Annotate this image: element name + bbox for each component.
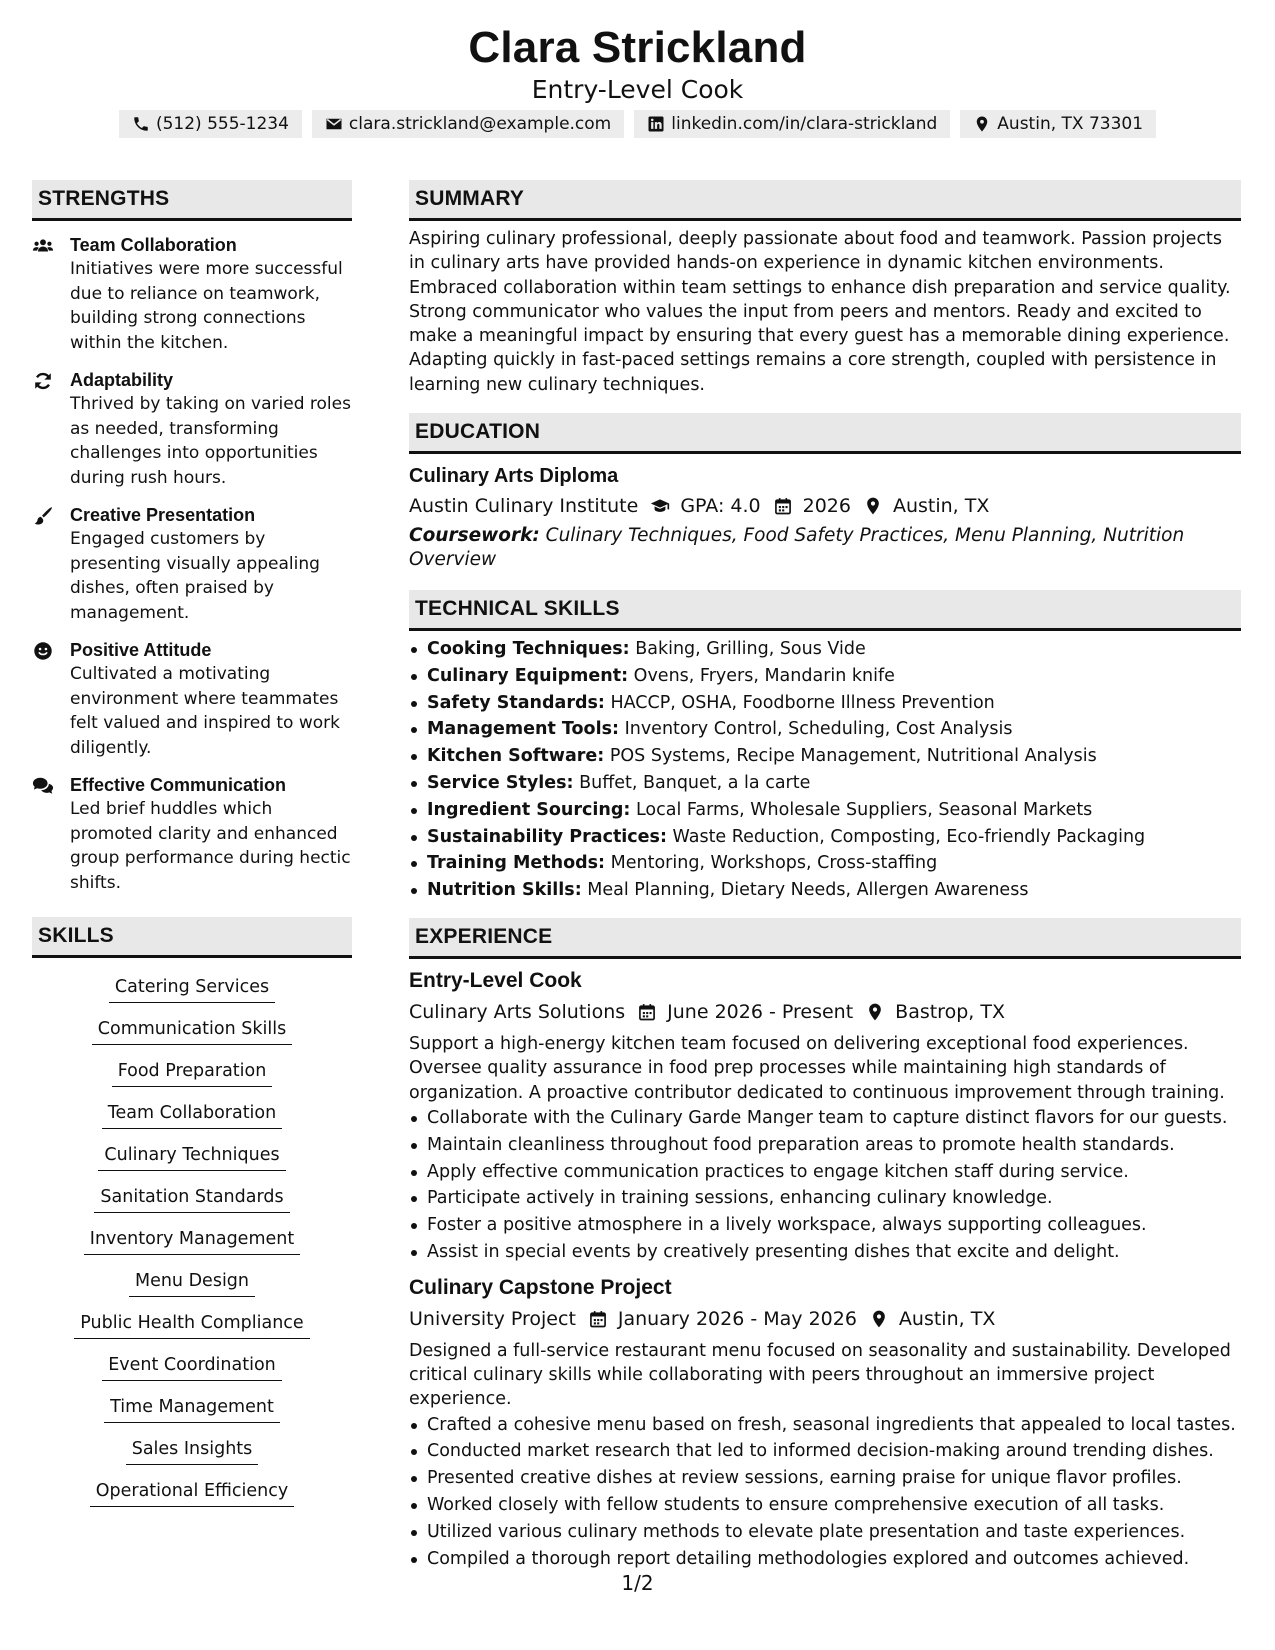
candidate-name: Clara Strickland — [468, 23, 807, 72]
job-meta — [409, 1305, 1241, 1333]
sync-icon — [32, 370, 54, 392]
summary-heading: SUMMARY — [409, 180, 1241, 221]
tech-skill-label: Training Methods: — [427, 853, 606, 874]
technical-skills-list — [409, 636, 1241, 904]
map-marker-icon — [973, 115, 991, 133]
skill-tag: Communication Skills — [92, 1018, 292, 1045]
tech-skill-label: Sustainability Practices: — [427, 826, 667, 847]
tech-skill-label: Service Styles: — [427, 773, 574, 794]
skills-heading: SKILLS — [32, 917, 352, 958]
strengths-list — [32, 233, 352, 895]
strength-desc: Engaged customers by presenting visually appealing dishes, often praised by management. — [70, 529, 320, 623]
strength-title: Creative Presentation — [70, 505, 256, 525]
strengths-heading: STRENGTHS — [32, 180, 352, 221]
job-location: Austin, TX — [898, 1307, 996, 1330]
map-marker-icon — [869, 1309, 889, 1329]
tech-skill-value: Mentoring, Workshops, Cross-staffing — [610, 853, 938, 874]
resume-header — [0, 22, 1275, 138]
skill-tag: Operational Efficiency — [90, 1480, 295, 1507]
degree-title: Culinary Arts Diploma — [409, 465, 619, 488]
envelope-icon — [325, 115, 343, 133]
strength-desc: Led brief huddles which promoted clarity and enhanced group performance during hectic shifts. — [70, 799, 351, 893]
strength-item — [32, 638, 352, 760]
linkedin-text: linkedin.com/in/clara-strickland — [671, 114, 938, 134]
education-meta — [409, 492, 1241, 520]
company-name: Culinary Arts Solutions — [409, 1001, 626, 1024]
school-name: Austin Culinary Institute — [409, 495, 639, 518]
tech-skill-label: Culinary Equipment: — [427, 665, 629, 686]
tech-skill-item — [409, 663, 1241, 690]
school-location: Austin, TX — [892, 495, 990, 518]
job-location: Bastrop, TX — [895, 1001, 1005, 1024]
paintbrush-icon — [32, 505, 54, 527]
job-title: Culinary Capstone Project — [409, 1275, 672, 1299]
skill-tag: Menu Design — [129, 1270, 255, 1297]
tech-skill-value: Ovens, Fryers, Mandarin knife — [633, 665, 895, 686]
graduation-cap-icon — [650, 496, 670, 516]
left-column — [32, 180, 352, 1507]
calendar-icon — [588, 1309, 608, 1329]
tech-skill-value: Inventory Control, Scheduling, Cost Analysis — [624, 719, 1013, 740]
tech-skill-item — [409, 850, 1241, 877]
strength-title: Effective Communication — [70, 775, 287, 795]
map-marker-icon — [865, 1002, 885, 1022]
strength-title: Team Collaboration — [70, 235, 237, 255]
job-dates: June 2026 - Present — [667, 1001, 854, 1024]
contact-bar — [0, 110, 1275, 138]
map-marker-icon — [863, 496, 883, 516]
email-text: clara.strickland@example.com — [348, 114, 612, 134]
phone-text: (512) 555-1234 — [155, 114, 289, 134]
tech-skill-value: Meal Planning, Dietary Needs, Allergen Awareness — [587, 880, 1029, 901]
linkedin-icon — [647, 115, 665, 133]
contact-phone[interactable] — [119, 110, 302, 138]
job-description: Designed a full-service restaurant menu focused on seasonality and sustainability. Developed critical culinary skills while collaborating with peers throughout an immersive project experience. — [409, 1340, 1231, 1410]
strength-item — [32, 503, 352, 625]
job-bullet: Collaborate with the Culinary Garde Manger team to capture distinct flavors for our guests. — [409, 1105, 1241, 1132]
job-entry — [409, 967, 1241, 1266]
tech-skill-label: Management Tools: — [427, 719, 619, 740]
tech-skill-value: Local Farms, Wholesale Suppliers, Seasonal Markets — [635, 799, 1093, 820]
skill-tag: Catering Services — [109, 976, 275, 1003]
users-icon — [32, 235, 54, 257]
tech-skill-value: HACCP, OSHA, Foodborne Illness Prevention — [610, 692, 995, 713]
skill-tag: Sales Insights — [126, 1438, 259, 1465]
job-entry — [409, 1274, 1241, 1573]
candidate-title: Entry-Level Cook — [531, 75, 744, 104]
job-bullet: Participate actively in training sessions, enhancing culinary knowledge. — [409, 1185, 1241, 1212]
skill-tag: Team Collaboration — [102, 1102, 282, 1129]
comments-icon — [32, 775, 54, 797]
job-bullet: Maintain cleanliness throughout food preparation areas to promote health standards. — [409, 1132, 1241, 1159]
location-text: Austin, TX 73301 — [997, 114, 1144, 134]
strength-item — [32, 233, 352, 355]
job-bullet: Conducted market research that led to informed decision-making around trending dishes. — [409, 1438, 1241, 1465]
tech-skill-label: Safety Standards: — [427, 692, 605, 713]
tech-skill-value: POS Systems, Recipe Management, Nutritional Analysis — [609, 746, 1097, 767]
skill-tag: Event Coordination — [102, 1354, 282, 1381]
tech-skill-value: Buffet, Banquet, a la carte — [579, 773, 811, 794]
calendar-icon — [637, 1002, 657, 1022]
tech-skill-item — [409, 716, 1241, 743]
education-heading: EDUCATION — [409, 413, 1241, 454]
tech-skill-item — [409, 797, 1241, 824]
job-bullet: Assist in special events by creatively presenting dishes that excite and delight. — [409, 1239, 1241, 1266]
skill-tag: Public Health Compliance — [74, 1312, 309, 1339]
skill-tag: Food Preparation — [112, 1060, 273, 1087]
tech-skill-item — [409, 636, 1241, 663]
skills-list — [32, 976, 352, 1507]
technical-skills-heading: TECHNICAL SKILLS — [409, 590, 1241, 631]
contact-linkedin[interactable] — [634, 110, 950, 138]
job-bullet: Worked closely with fellow students to ensure comprehensive execution of all tasks. — [409, 1492, 1241, 1519]
job-bullet: Compiled a thorough report detailing methodologies explored and outcomes achieved. — [409, 1546, 1241, 1573]
gpa-text: GPA: 4.0 — [680, 495, 761, 518]
skill-tag: Culinary Techniques — [98, 1144, 285, 1171]
tech-skill-item — [409, 824, 1241, 851]
tech-skill-item — [409, 877, 1241, 904]
right-column — [409, 180, 1241, 1572]
job-bullet: Foster a positive atmosphere in a lively workspace, always supporting colleagues. — [409, 1212, 1241, 1239]
contact-email[interactable] — [312, 110, 624, 138]
phone-icon — [132, 115, 150, 133]
tech-skill-item — [409, 743, 1241, 770]
summary-text: Aspiring culinary professional, deeply passionate about food and teamwork. Passion projects in culinary arts have provided hands-on experience in dynamic kitchen environments. Embraced collaboration within team settings to enhance dish preparation and service quality. Strong communicator who values the input from peers and mentors. Ready and excited to make a meaningful impact by ensuring that every guest has a memorable dining experience. Adapting quickly in fast-paced settings remains a core strength, coupled with persistence in learning new culinary techniques. — [409, 229, 1231, 395]
job-bullet: Utilized various culinary methods to elevate plate presentation and taste experiences. — [409, 1519, 1241, 1546]
job-bullet: Presented creative dishes at review sessions, earning praise for unique flavor profiles. — [409, 1465, 1241, 1492]
experience-list — [409, 967, 1241, 1572]
page-number: 1/2 — [621, 1571, 654, 1595]
coursework — [409, 524, 1241, 572]
contact-location — [960, 110, 1156, 138]
job-title: Entry-Level Cook — [409, 969, 582, 993]
tech-skill-value: Waste Reduction, Composting, Eco-friendly Packaging — [672, 826, 1146, 847]
experience-heading: EXPERIENCE — [409, 918, 1241, 959]
job-bullets — [409, 1412, 1241, 1573]
tech-skill-value: Baking, Grilling, Sous Vide — [635, 639, 866, 660]
coursework-label: Coursework: — [409, 525, 540, 547]
strength-title: Adaptability — [70, 370, 174, 390]
tech-skill-item — [409, 770, 1241, 797]
company-name: University Project — [409, 1307, 576, 1330]
tech-skill-label: Cooking Techniques: — [427, 639, 630, 660]
strength-item — [32, 773, 352, 895]
skill-tag: Inventory Management — [84, 1228, 300, 1255]
strength-title: Positive Attitude — [70, 640, 212, 660]
skill-tag: Sanitation Standards — [94, 1186, 289, 1213]
skill-tag: Time Management — [104, 1396, 280, 1423]
strength-item — [32, 368, 352, 490]
tech-skill-item — [409, 690, 1241, 717]
job-bullet: Crafted a cohesive menu based on fresh, seasonal ingredients that appealed to local tastes. — [409, 1412, 1241, 1439]
smile-icon — [32, 640, 54, 662]
tech-skill-label: Ingredient Sourcing: — [427, 799, 631, 820]
job-dates: January 2026 - May 2026 — [617, 1307, 857, 1330]
job-meta — [409, 998, 1241, 1026]
calendar-icon — [773, 496, 793, 516]
job-description: Support a high-energy kitchen team focused on delivering exceptional food experiences. Oversee quality assurance in food prep processes while maintaining high standards of organization. A proactive contributor dedicated to continuous improvement through training. — [409, 1034, 1225, 1103]
coursework-text: Culinary Techniques, Food Safety Practices, Menu Planning, Nutrition Overview — [409, 525, 1185, 571]
tech-skill-label: Kitchen Software: — [427, 746, 605, 767]
strength-desc: Thrived by taking on varied roles as needed, transforming challenges into opportunities during rush hours. — [70, 394, 351, 488]
job-bullet: Apply effective communication practices to engage kitchen staff during service. — [409, 1159, 1241, 1186]
graduation-year: 2026 — [802, 495, 851, 518]
strength-desc: Initiatives were more successful due to reliance on teamwork, building strong connections within the kitchen. — [70, 259, 343, 353]
job-bullets — [409, 1105, 1241, 1266]
tech-skill-label: Nutrition Skills: — [427, 880, 582, 901]
strength-desc: Cultivated a motivating environment where teammates felt valued and inspired to work diligently. — [70, 664, 340, 758]
